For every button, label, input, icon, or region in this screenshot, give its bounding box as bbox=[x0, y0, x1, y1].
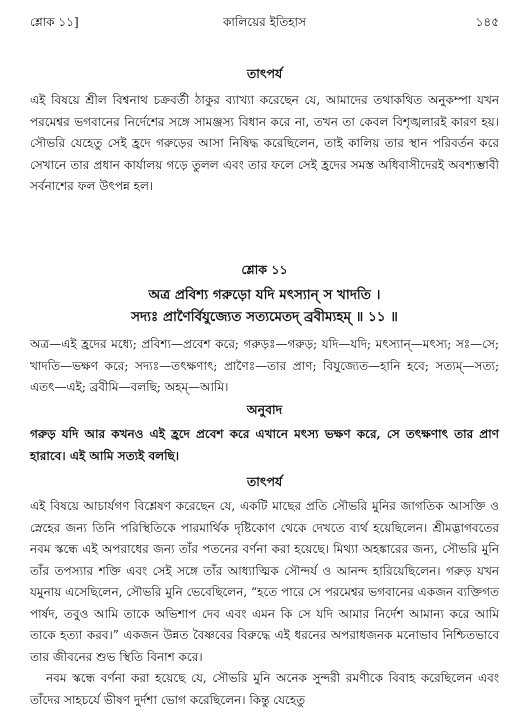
verse-heading: শ্লোক ১১ bbox=[241, 262, 288, 277]
purport-section-2 bbox=[30, 474, 499, 711]
purport-section-1 bbox=[30, 66, 499, 198]
purport-heading: তাৎপর্য bbox=[246, 66, 283, 81]
synonyms-paragraph: অত্র—এই হ্রদের মধ্যে; প্রবিশ্য—প্রবেশ করে; গরুড়ঃ—গরুড়; যদি—যদি; মৎস্যান্—মৎস্য; সঃ—সে; খাদতি—ভক্ষণ করে; সদ্যঃ—তৎক্ষণাৎ; প্রাণৈঃ—তার প্রাণ; বিযুজ্যেত—হানি হবে; সত্যম্—সত্য; এতৎ—এই; ব্রবীমি—বলছি; অহম্—আমি। bbox=[30, 337, 499, 394]
running-header bbox=[30, 14, 499, 32]
verse-line-2: সদ্যঃ প্রাণৈর্বিযুজ্যেত সত্যমেতদ্ ব্রবীম্যহম্ ॥ ১১ ॥ bbox=[131, 309, 398, 325]
verse-line-1: অত্র প্রবিশ্য গরুড়ো যদি মৎস্যান্ স খাদতি । bbox=[148, 287, 381, 303]
chapter-title: কালিয়ের ইতিহাস bbox=[223, 15, 306, 29]
verse-reference: শ্লোক ১১] bbox=[30, 15, 79, 29]
purport-paragraph-3: নবম স্কন্ধে বর্ণনা করা হয়েছে যে, সৌভরি মুনি অনেক সুন্দরী রমণীকে বিবাহ করেছিলেন এবং তাঁদের সাহচর্যে ভীষণ দুর্দশা ভোগ করেছিলেন। কিন্তু যেহেতু bbox=[30, 671, 499, 707]
verse-section bbox=[30, 262, 499, 328]
translation-paragraph: গরুড় যদি আর কখনও এই হ্রদে প্রবেশ করে এখানে মৎস্য ভক্ষণ করে, সে তৎক্ষণাৎ তার প্রাণ হারাবে। এই আমি সত্যই বলছি। bbox=[30, 427, 499, 463]
page-number: ১৪৫ bbox=[475, 15, 499, 29]
translation-section bbox=[30, 402, 499, 467]
synonyms-section bbox=[30, 334, 499, 399]
purport-paragraph-2: এই বিষয়ে আচার্যগণ বিশ্লেষণ করেছেন যে, একটি মাছের প্রতি সৌভরি মুনির জাগতিক আসক্তি ও স্নেহের জন্য তিনি পরিস্থিতিকে পারমার্থিক দৃষ্টিকোণ থেকে দেখতে ব্যর্থ হয়েছিলেন। শ্রীমদ্ভাগবতের নবম স্কন্ধে এই অপরাধের জন্য তাঁর পতনের বর্ণনা করা হয়েছে। মিথ্যা অহঙ্কারের জন্য, সৌভরি মুনি তাঁর তপস্যার শক্তি এবং সেই সঙ্গে তাঁর আধ্যাত্মিক সৌন্দর্য ও আনন্দ হারিয়েছিলেন। গরুড় যখন যমুনায় এসেছিলেন, সৌভরি মুনি ভেবেছিলেন, “হতে পারে সে পরমেশ্বর ভগবানের একজন ব্যক্তিগত পার্ষদ, তবুও আমি তাকে অভিশাপ দেব এবং এমন কি সে যদি আমার নির্দেশ আমান্য করে আমি তাকে হত্যা করব।” একজন উন্নত বৈষ্ণবের বিরুদ্ধে এই ধরনের অপরাধজনক মনোভাব নিশ্চিতভাবে তার জীবনের শুভ স্থিতি বিনাশ করে। bbox=[30, 499, 499, 664]
purport-paragraph: এই বিষয়ে শ্রীল বিশ্বনাথ চক্রবর্তী ঠাকুর ব্যাখ্যা করেছেন যে, আমাদের তথাকথিত অনুকম্পা যখন পরমেশ্বর ভগবানের নির্দেশের সঙ্গে সামঞ্জস্য বিধান করে না, তখন তা কেবল বিশৃঙ্খলারই কারণ হয়। সৌভরি যেহেতু সেই হ্রদে গরুড়ের আসা নিষিদ্ধ করেছিলেন, তাই কালিয় তার স্থান পরিবর্তন করে সেখানে তার প্রধান কার্যালয় গড়ে তুলল এবং তার ফলে সেই হ্রদের সমস্ত অধিবাসীদেরই অবশ্যম্ভাবী সর্বনাশের ফল উৎপন্ন হল। bbox=[30, 93, 499, 193]
translation-heading: অনুবাদ bbox=[246, 402, 283, 417]
purport-heading-2: তাৎপর্য bbox=[246, 474, 283, 489]
